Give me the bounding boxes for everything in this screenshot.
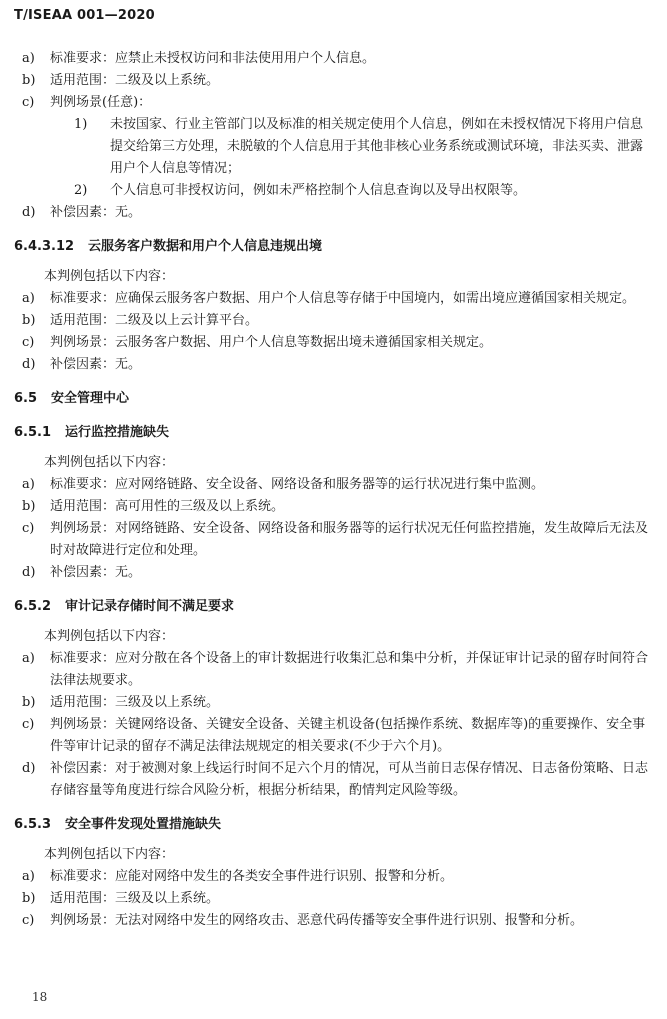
section-heading <box>14 814 654 836</box>
list-item <box>14 70 654 92</box>
list-item-text: 判例场景：对网络链路、安全设备、网络设备和服务器等的运行状况无任何监控措施，发生故障后无法及时对故障进行定位和处理。 <box>50 521 649 558</box>
section-title: 安全管理中心 <box>51 391 130 406</box>
section-number: 6.4.3.12 <box>14 239 75 254</box>
section-heading <box>14 596 654 618</box>
section-number: 6.5.1 <box>14 425 52 440</box>
list-item <box>14 648 654 692</box>
intro-paragraph: 本判例包括以下内容： <box>44 629 175 644</box>
list-item-text: 补偿因素：无。 <box>50 205 142 220</box>
list-item-text: 适用范围：三级及以上系统。 <box>50 695 220 710</box>
list-item <box>14 714 654 758</box>
list-item <box>14 562 654 584</box>
section-number: 6.5 <box>14 391 38 406</box>
list-item <box>14 496 654 518</box>
list-item-text: 标准要求：应能对网络中发生的各类安全事件进行识别、报警和分析。 <box>50 869 454 884</box>
list-item-text: 判例场景：关键网络设备、关键安全设备、关键主机设备(包括操作系统、数据库等)的重要操作、安全事件等审计记录的留存不满足法律法规规定的相关要求(不少于六个月)。 <box>50 717 646 754</box>
intro-paragraph: 本判例包括以下内容： <box>44 269 175 284</box>
list-item <box>14 288 654 310</box>
list-item <box>14 866 654 888</box>
list-item <box>14 758 654 802</box>
list-item <box>14 354 654 376</box>
section-number: 6.5.3 <box>14 817 52 832</box>
list-item-label: d) <box>22 761 36 776</box>
list-item-label: c) <box>22 913 35 928</box>
sub-list-item <box>14 114 654 180</box>
sub-list-item <box>14 180 654 202</box>
list-item-text: 适用范围：高可用性的三级及以上系统。 <box>50 499 285 514</box>
list-item-text: 补偿因素：无。 <box>50 357 142 372</box>
section-title: 云服务客户数据和用户个人信息违规出境 <box>88 239 323 254</box>
list-item-text: 未按国家、行业主管部门以及标准的相关规定使用个人信息，例如在未授权情况下将用户信息提交给第三方处理，未脱敏的个人信息用于其他非核心业务系统或测试环境，非法买卖、泄露用户个人信息等情况； <box>110 117 644 176</box>
list-item-label: b) <box>22 499 36 514</box>
list-item-text: 标准要求：应禁止未授权访问和非法使用用户个人信息。 <box>50 51 376 66</box>
document-header-id: T/ISEAA 001—2020 <box>14 8 155 23</box>
section-heading <box>14 422 654 444</box>
list-item <box>14 92 654 114</box>
list-item-label: d) <box>22 205 36 220</box>
list-item-label: b) <box>22 313 36 328</box>
list-item <box>14 310 654 332</box>
section-heading <box>14 236 654 258</box>
list-item-label: c) <box>22 335 35 350</box>
list-item <box>14 48 654 70</box>
list-item-text: 标准要求：应确保云服务客户数据、用户个人信息等存储于中国境内，如需出境应遵循国家相关规定。 <box>50 291 636 306</box>
list-item <box>14 474 654 496</box>
list-item-text: 适用范围：二级及以上系统。 <box>50 73 220 88</box>
list-item-label: b) <box>22 695 36 710</box>
list-item-text: 判例场景(任意)： <box>50 95 152 110</box>
list-item-text: 判例场景：云服务客户数据、用户个人信息等数据出境未遵循国家相关规定。 <box>50 335 493 350</box>
document-body <box>14 48 654 932</box>
list-item-label: c) <box>22 521 35 536</box>
list-item <box>14 692 654 714</box>
list-item <box>14 888 654 910</box>
list-item-text: 标准要求：应对分散在各个设备上的审计数据进行收集汇总和集中分析，并保证审计记录的留存时间符合法律法规要求。 <box>50 651 649 688</box>
list-item-label: d) <box>22 565 36 580</box>
list-item-label: a) <box>22 51 35 66</box>
list-item-text: 适用范围：三级及以上系统。 <box>50 891 220 906</box>
list-item <box>14 202 654 224</box>
list-item-text: 补偿因素：对于被测对象上线运行时间不足六个月的情况，可从当前日志保存情况、日志备份策略、日志存储容量等角度进行综合风险分析，根据分析结果，酌情判定风险等级。 <box>50 761 649 798</box>
section-number: 6.5.2 <box>14 599 52 614</box>
list-item-label: c) <box>22 717 35 732</box>
list-item-text: 适用范围：二级及以上云计算平台。 <box>50 313 259 328</box>
list-item-text: 判例场景：无法对网络中发生的网络攻击、恶意代码传播等安全事件进行识别、报警和分析。 <box>50 913 584 928</box>
list-item-text: 标准要求：应对网络链路、安全设备、网络设备和服务器等的运行状况进行集中监测。 <box>50 477 545 492</box>
list-item-label: a) <box>22 869 35 884</box>
list-item-label: 1) <box>74 117 88 132</box>
intro-paragraph: 本判例包括以下内容： <box>44 455 175 470</box>
list-item-text: 补偿因素：无。 <box>50 565 142 580</box>
list-item <box>14 910 654 932</box>
section-title: 审计记录存储时间不满足要求 <box>65 599 235 614</box>
list-item-text: 个人信息可非授权访问，例如未严格控制个人信息查询以及导出权限等。 <box>110 183 527 198</box>
list-item-label: b) <box>22 73 36 88</box>
list-item-label: a) <box>22 477 35 492</box>
intro-paragraph: 本判例包括以下内容： <box>44 847 175 862</box>
list-item-label: a) <box>22 651 35 666</box>
list-item-label: c) <box>22 95 35 110</box>
list-item-label: d) <box>22 357 36 372</box>
list-item-label: a) <box>22 291 35 306</box>
page-number: 18 <box>32 990 48 1004</box>
section-heading <box>14 388 654 410</box>
list-item-label: b) <box>22 891 36 906</box>
list-item-label: 2) <box>74 183 88 198</box>
list-item <box>14 518 654 562</box>
section-title: 运行监控措施缺失 <box>65 425 170 440</box>
list-item <box>14 332 654 354</box>
section-title: 安全事件发现处置措施缺失 <box>65 817 222 832</box>
